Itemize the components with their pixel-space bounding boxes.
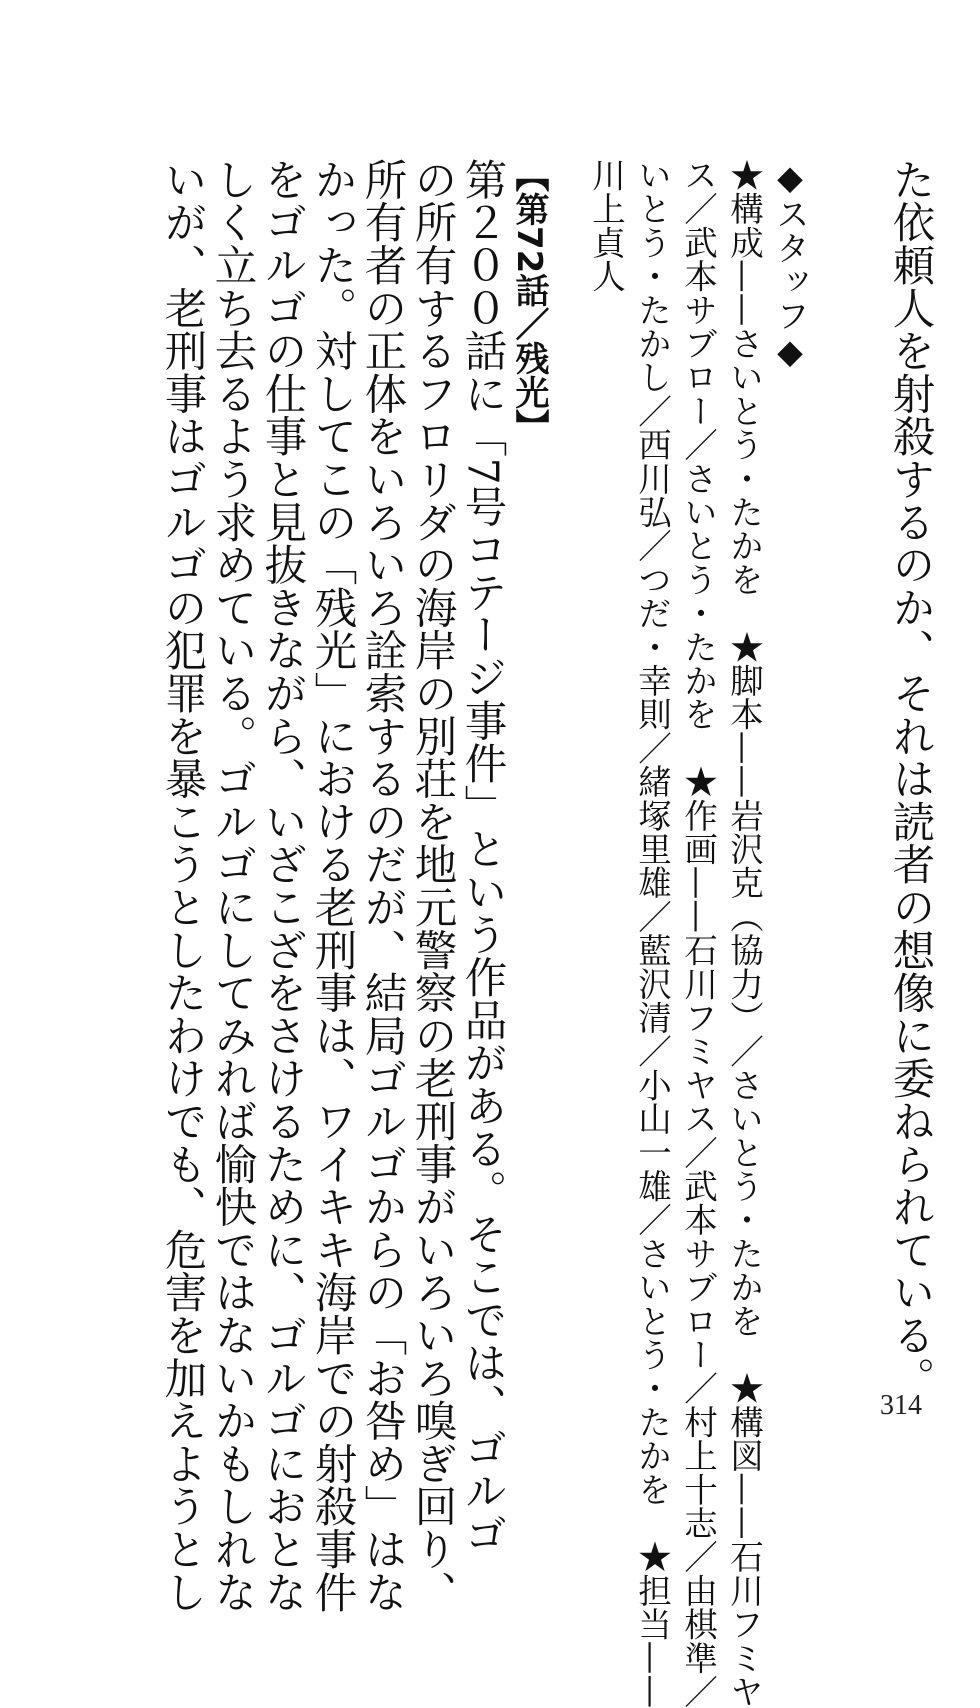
episode-heading: 【第72話／残光】 xyxy=(509,158,549,444)
body-text-column: かった。対してこの「残光」における老刑事は、ワイキキ海岸での射殺事件 xyxy=(307,158,357,1614)
staff-credits-column: ス／武本サブロー／さいとう・たかを ★作画——石川フミヤス／武本サブロー／村上十志／由棋準／ xyxy=(678,158,718,1708)
body-text-column: をゴルゴの仕事と見抜きながら、いざこざをさけるために、ゴルゴにおとな xyxy=(257,158,307,1614)
staff-credits-column: いとう・たかし／西川弘／つだ・幸則／緒塚里雄／藍沢清／小山一雄／さいとう・たかを ★担当—— xyxy=(632,158,672,1708)
body-text-column: た依頼人を射殺するのか、それは読者の想像に委ねられている。 xyxy=(885,158,935,1400)
staff-credits-column: ★構成——さいとう・たかを ★脚本——岩沢克（協力）／さいとう・たかを ★構図——石川フミヤ xyxy=(724,158,764,1708)
staff-credits-column: 川上貞人 xyxy=(586,158,626,293)
body-text-column: の所有するフロリダの海岸の別荘を地元警察の老刑事がいろいろ嗅ぎ回り、 xyxy=(407,158,457,1614)
body-text-column: 所有者の正体をいろいろ詮索するのだが、結局ゴルゴからの「お咎め」はな xyxy=(357,158,407,1614)
body-text-column: 第２００話に「7号コテージ事件」という作品がある。そこでは、ゴルゴ xyxy=(457,158,507,1555)
staff-heading: ◆スタッフ◆ xyxy=(770,158,810,372)
page-number: 314 xyxy=(880,1390,922,1421)
body-text-column: しく立ち去るよう求めている。ゴルゴにしてみれば愉快ではないかもしれな xyxy=(207,158,257,1614)
body-text-column: いが、老刑事はゴルゴの犯罪を暴こうとしたわけでも、危害を加えようとし xyxy=(157,158,207,1614)
